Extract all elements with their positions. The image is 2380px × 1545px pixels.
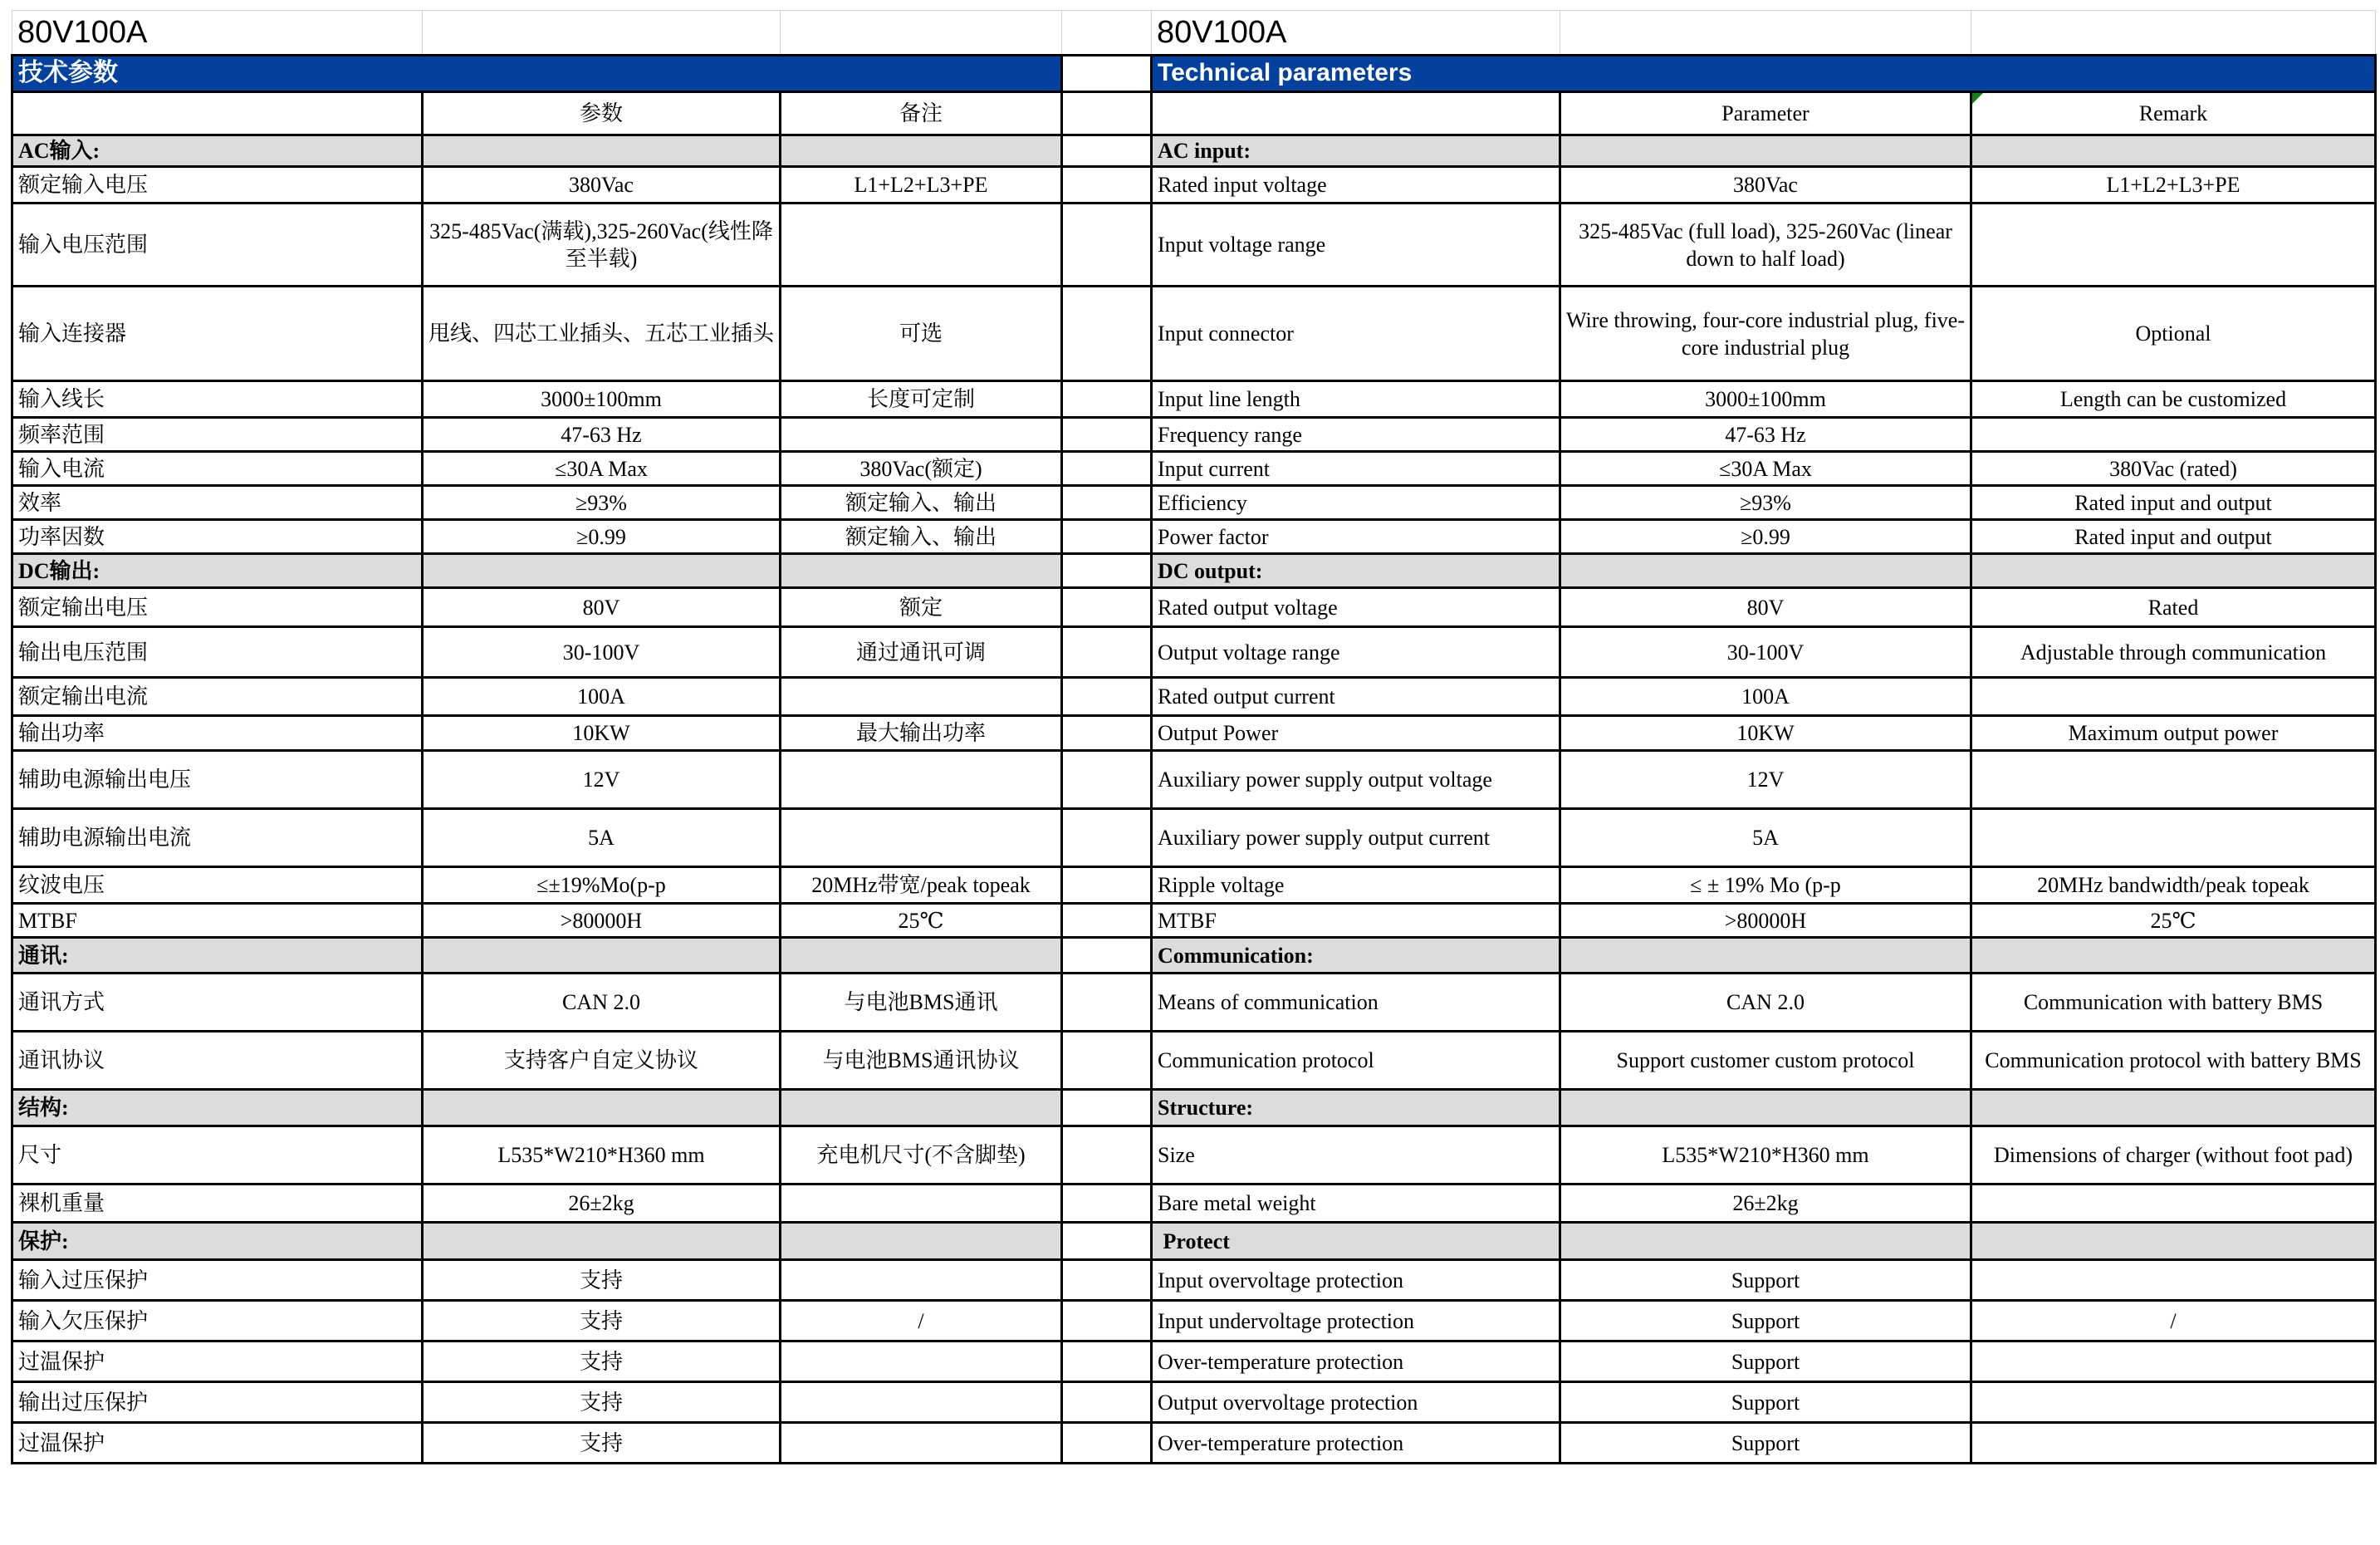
- cell-right-param[interactable]: CAN 2.0: [1560, 974, 1971, 1032]
- section-row: [12, 554, 2376, 588]
- right-sheet-title-cell[interactable]: [1152, 11, 1560, 56]
- cell-right-remark[interactable]: L1+L2+L3+PE: [1971, 167, 2376, 204]
- section-right-param[interactable]: [1560, 554, 1971, 588]
- sheet-gap-cell: [1062, 1423, 1152, 1464]
- cell-right-label[interactable]: MTBF: [1152, 904, 1560, 938]
- section-row: [12, 135, 2376, 167]
- section-left-label[interactable]: 通讯:: [12, 938, 423, 974]
- cell-right-param[interactable]: ≤ ± 19% Mo (p-p: [1560, 867, 1971, 904]
- cell-right-label[interactable]: Efficiency: [1152, 486, 1560, 520]
- sheet-gap-cell: [1062, 92, 1152, 135]
- cell-left-label[interactable]: 纹波电压: [12, 867, 423, 904]
- section-left-remark[interactable]: [781, 1223, 1062, 1260]
- cell-left-label[interactable]: MTBF: [12, 904, 423, 938]
- cell-right-param[interactable]: Support: [1560, 1260, 1971, 1301]
- sheet-gap-cell: [1062, 167, 1152, 204]
- section-right-param[interactable]: [1560, 135, 1971, 167]
- cell-left-remark[interactable]: [781, 1184, 1062, 1223]
- cell-left-param[interactable]: 100A: [423, 678, 781, 716]
- cell-right-remark[interactable]: Optional: [1971, 287, 2376, 381]
- sheet-gap-cell: [1062, 751, 1152, 809]
- cell-right-remark[interactable]: 380Vac (rated): [1971, 452, 2376, 486]
- section-left-label[interactable]: 结构:: [12, 1090, 423, 1126]
- sheet-gap-cell: [1062, 1090, 1152, 1126]
- cell-left-label[interactable]: 效率: [12, 486, 423, 520]
- cell-left-remark[interactable]: 可选: [781, 287, 1062, 381]
- table-row: [12, 867, 2376, 904]
- cell-left-remark[interactable]: [781, 809, 1062, 867]
- cell-right-param[interactable]: 380Vac: [1560, 167, 1971, 204]
- cell-right-remark[interactable]: Rated input and output: [1971, 520, 2376, 554]
- left-colhead-empty[interactable]: [12, 92, 423, 135]
- sheet-gap-cell: [1062, 938, 1152, 974]
- cell-left-label[interactable]: 通讯协议: [12, 1032, 423, 1090]
- cell-left-label[interactable]: 额定输入电压: [12, 167, 423, 204]
- cell-right-remark[interactable]: Adjustable through communication: [1971, 627, 2376, 678]
- cell-left-label[interactable]: 输入欠压保护: [12, 1301, 423, 1341]
- cell-right-param[interactable]: 80V: [1560, 588, 1971, 627]
- cell-right-remark[interactable]: [1971, 1260, 2376, 1301]
- cell-left-remark[interactable]: 额定: [781, 588, 1062, 627]
- cell-left-label[interactable]: 辅助电源输出电流: [12, 809, 423, 867]
- cell-left-remark[interactable]: [781, 418, 1062, 452]
- section-right-remark[interactable]: [1971, 938, 2376, 974]
- cell-left-remark[interactable]: 最大输出功率: [781, 716, 1062, 751]
- title-row-filler[interactable]: [423, 11, 781, 56]
- sheet-gap-cell: [1062, 486, 1152, 520]
- parameters-table: [11, 10, 2377, 1464]
- table-row: [12, 1260, 2376, 1301]
- section-left-param[interactable]: [423, 1090, 781, 1126]
- cell-right-label[interactable]: Bare metal weight: [1152, 1184, 1560, 1223]
- section-left-param[interactable]: [423, 554, 781, 588]
- cell-right-remark[interactable]: [1971, 1382, 2376, 1423]
- table-row: [12, 809, 2376, 867]
- cell-left-remark[interactable]: 长度可定制: [781, 381, 1062, 418]
- cell-left-param[interactable]: >80000H: [423, 904, 781, 938]
- section-left-param[interactable]: [423, 938, 781, 974]
- cell-left-label[interactable]: 尺寸: [12, 1126, 423, 1184]
- section-row: [12, 1223, 2376, 1260]
- table-row: [12, 716, 2376, 751]
- cell-right-label[interactable]: Input line length: [1152, 381, 1560, 418]
- cell-right-remark[interactable]: Communication with battery BMS: [1971, 974, 2376, 1032]
- cell-right-label[interactable]: Auxiliary power supply output voltage: [1152, 751, 1560, 809]
- table-row: [12, 452, 2376, 486]
- table-row: [12, 204, 2376, 287]
- section-left-remark[interactable]: [781, 1090, 1062, 1126]
- cell-right-param[interactable]: ≥93%: [1560, 486, 1971, 520]
- cell-left-param[interactable]: 380Vac: [423, 167, 781, 204]
- section-right-label[interactable]: Communication:: [1152, 938, 1560, 974]
- cell-right-remark[interactable]: [1971, 751, 2376, 809]
- cell-right-param[interactable]: ≤30A Max: [1560, 452, 1971, 486]
- cell-right-param[interactable]: 12V: [1560, 751, 1971, 809]
- sheet-gap-cell: [1062, 627, 1152, 678]
- sheet-gap-cell: [1062, 1184, 1152, 1223]
- cell-left-remark[interactable]: 与电池BMS通讯: [781, 974, 1062, 1032]
- cell-right-remark[interactable]: [1971, 809, 2376, 867]
- section-left-remark[interactable]: [781, 938, 1062, 974]
- cell-left-remark[interactable]: [781, 1423, 1062, 1464]
- cell-right-label[interactable]: Rated output voltage: [1152, 588, 1560, 627]
- cell-left-param[interactable]: 30-100V: [423, 627, 781, 678]
- sheet-gap-cell: [1062, 1382, 1152, 1423]
- cell-right-label[interactable]: Input voltage range: [1152, 204, 1560, 287]
- cell-right-label[interactable]: Output voltage range: [1152, 627, 1560, 678]
- cell-left-label[interactable]: 裸机重量: [12, 1184, 423, 1223]
- left-colhead-remark[interactable]: 备注: [781, 92, 1062, 135]
- sheet-gap-cell: [1062, 1260, 1152, 1301]
- cell-right-remark[interactable]: 25℃: [1971, 904, 2376, 938]
- cell-right-label[interactable]: Frequency range: [1152, 418, 1560, 452]
- left-colhead-param[interactable]: 参数: [423, 92, 781, 135]
- cell-right-remark[interactable]: Rated: [1971, 588, 2376, 627]
- sheet-gap-cell: [1062, 11, 1152, 56]
- cell-right-label[interactable]: Output Power: [1152, 716, 1560, 751]
- cell-right-param[interactable]: Support: [1560, 1382, 1971, 1423]
- cell-right-remark[interactable]: /: [1971, 1301, 2376, 1341]
- cell-left-param[interactable]: 支持: [423, 1382, 781, 1423]
- cell-right-param[interactable]: 3000±100mm: [1560, 381, 1971, 418]
- cell-left-remark[interactable]: [781, 1382, 1062, 1423]
- cell-right-remark[interactable]: [1971, 678, 2376, 716]
- cell-right-param[interactable]: L535*W210*H360 mm: [1560, 1126, 1971, 1184]
- cell-right-label[interactable]: Means of communication: [1152, 974, 1560, 1032]
- cell-right-label[interactable]: Rated input voltage: [1152, 167, 1560, 204]
- cell-left-param[interactable]: 支持: [423, 1341, 781, 1382]
- sheet-gap-cell: [1062, 974, 1152, 1032]
- sheet-gap-cell: [1062, 1126, 1152, 1184]
- cell-right-label[interactable]: Power factor: [1152, 520, 1560, 554]
- cell-left-label[interactable]: 输入线长: [12, 381, 423, 418]
- cell-left-param[interactable]: 5A: [423, 809, 781, 867]
- table-row: [12, 287, 2376, 381]
- cell-left-remark[interactable]: 额定输入、输出: [781, 520, 1062, 554]
- section-left-param[interactable]: [423, 1223, 781, 1260]
- cell-left-label[interactable]: 额定输出电压: [12, 588, 423, 627]
- cell-left-label[interactable]: 过温保护: [12, 1423, 423, 1464]
- cell-left-label[interactable]: 功率因数: [12, 520, 423, 554]
- cell-right-label[interactable]: Output overvoltage protection: [1152, 1382, 1560, 1423]
- cell-left-label[interactable]: 通讯方式: [12, 974, 423, 1032]
- cell-left-param[interactable]: ≥93%: [423, 486, 781, 520]
- cell-right-param[interactable]: 30-100V: [1560, 627, 1971, 678]
- section-right-label[interactable]: AC input:: [1152, 135, 1560, 167]
- cell-right-label[interactable]: Input current: [1152, 452, 1560, 486]
- cell-right-param[interactable]: Wire throwing, four-core industrial plug, five-core industrial plug: [1560, 287, 1971, 381]
- cell-left-param[interactable]: 12V: [423, 751, 781, 809]
- right-colhead-remark-label: Remark: [2138, 101, 2208, 125]
- cell-left-param[interactable]: 甩线、四芯工业插头、五芯工业插头: [423, 287, 781, 381]
- section-right-remark[interactable]: [1971, 135, 2376, 167]
- cell-left-remark[interactable]: 与电池BMS通讯协议: [781, 1032, 1062, 1090]
- cell-right-param[interactable]: ≥0.99: [1560, 520, 1971, 554]
- right-colhead-empty[interactable]: [1152, 92, 1560, 135]
- sheet-gap-cell: [1062, 1032, 1152, 1090]
- sheet-gap-cell: [1062, 1341, 1152, 1382]
- cell-right-param[interactable]: 10KW: [1560, 716, 1971, 751]
- sheet-gap-cell: [1062, 418, 1152, 452]
- table-row: [12, 751, 2376, 809]
- cell-left-remark[interactable]: [781, 751, 1062, 809]
- cell-right-label[interactable]: Auxiliary power supply output current: [1152, 809, 1560, 867]
- cell-right-param[interactable]: 325-485Vac (full load), 325-260Vac (linear down to half load): [1560, 204, 1971, 287]
- cell-left-param[interactable]: 支持: [423, 1260, 781, 1301]
- cell-left-remark[interactable]: 380Vac(额定): [781, 452, 1062, 486]
- cell-right-param[interactable]: 26±2kg: [1560, 1184, 1971, 1223]
- cell-right-remark[interactable]: [1971, 1341, 2376, 1382]
- title-row-filler[interactable]: [1971, 11, 2376, 56]
- left-sheet-title: 80V100A: [17, 14, 148, 50]
- sheet-gap-cell: [1062, 135, 1152, 167]
- cell-right-label[interactable]: Communication protocol: [1152, 1032, 1560, 1090]
- cell-left-param[interactable]: 47-63 Hz: [423, 418, 781, 452]
- sheet-gap-cell: [1062, 554, 1152, 588]
- cell-left-label[interactable]: 输入电压范围: [12, 204, 423, 287]
- section-right-param[interactable]: [1560, 938, 1971, 974]
- table-row: [12, 1032, 2376, 1090]
- cell-left-param[interactable]: L535*W210*H360 mm: [423, 1126, 781, 1184]
- cell-left-label[interactable]: 输入过压保护: [12, 1260, 423, 1301]
- cell-left-remark[interactable]: [781, 1260, 1062, 1301]
- cell-left-label[interactable]: 辅助电源输出电压: [12, 751, 423, 809]
- section-left-label[interactable]: 保护:: [12, 1223, 423, 1260]
- sheet-gap-cell: [1062, 56, 1152, 92]
- section-right-label[interactable]: DC output:: [1152, 554, 1560, 588]
- right-table-header-bar[interactable]: Technical parameters: [1152, 56, 2376, 92]
- sheet-gap-cell: [1062, 809, 1152, 867]
- table-row: [12, 627, 2376, 678]
- section-left-remark[interactable]: [781, 135, 1062, 167]
- cell-right-remark[interactable]: Dimensions of charger (without foot pad): [1971, 1126, 2376, 1184]
- cell-right-label[interactable]: Input overvoltage protection: [1152, 1260, 1560, 1301]
- cell-right-param[interactable]: 47-63 Hz: [1560, 418, 1971, 452]
- table-row: [12, 1423, 2376, 1464]
- cell-right-label[interactable]: Input undervoltage protection: [1152, 1301, 1560, 1341]
- sheet-gap-cell: [1062, 204, 1152, 287]
- cell-left-param[interactable]: ≤±19%Mo(p-p: [423, 867, 781, 904]
- sheet-gap-cell: [1062, 716, 1152, 751]
- section-left-remark[interactable]: [781, 554, 1062, 588]
- cell-left-param[interactable]: 支持: [423, 1423, 781, 1464]
- cell-left-remark[interactable]: 20MHz带宽/peak topeak: [781, 867, 1062, 904]
- cell-right-label[interactable]: Rated output current: [1152, 678, 1560, 716]
- cell-right-param[interactable]: Support: [1560, 1301, 1971, 1341]
- sheet-gap-cell: [1062, 520, 1152, 554]
- cell-left-param[interactable]: 3000±100mm: [423, 381, 781, 418]
- sheet-gap-cell: [1062, 1223, 1152, 1260]
- cell-right-remark[interactable]: Rated input and output: [1971, 486, 2376, 520]
- cell-left-param[interactable]: 26±2kg: [423, 1184, 781, 1223]
- table-row: [12, 1126, 2376, 1184]
- cell-left-param[interactable]: 325-485Vac(满载),325-260Vac(线性降至半载): [423, 204, 781, 287]
- cell-left-param[interactable]: ≤30A Max: [423, 452, 781, 486]
- cell-right-param[interactable]: Support customer custom protocol: [1560, 1032, 1971, 1090]
- cell-left-remark[interactable]: 25℃: [781, 904, 1062, 938]
- cell-right-remark[interactable]: [1971, 418, 2376, 452]
- table-row: [12, 1184, 2376, 1223]
- cell-left-remark[interactable]: 充电机尺寸(不含脚垫): [781, 1126, 1062, 1184]
- section-left-param[interactable]: [423, 135, 781, 167]
- table-row: [12, 974, 2376, 1032]
- sheet-gap-cell: [1062, 381, 1152, 418]
- table-row: [12, 167, 2376, 204]
- sheet-gap-cell: [1062, 452, 1152, 486]
- cell-left-remark[interactable]: /: [781, 1301, 1062, 1341]
- section-right-label[interactable]: Structure:: [1152, 1090, 1560, 1126]
- cell-left-param[interactable]: CAN 2.0: [423, 974, 781, 1032]
- right-colhead-param[interactable]: Parameter: [1560, 92, 1971, 135]
- cell-left-label[interactable]: 输出过压保护: [12, 1382, 423, 1423]
- table-row: [12, 1382, 2376, 1423]
- cell-right-remark[interactable]: Length can be customized: [1971, 381, 2376, 418]
- cell-left-label[interactable]: 输入连接器: [12, 287, 423, 381]
- table-row: [12, 486, 2376, 520]
- cell-note-flag-icon: [1972, 93, 1983, 104]
- section-row: [12, 1090, 2376, 1126]
- table-row: [12, 678, 2376, 716]
- cell-left-label[interactable]: 输入电流: [12, 452, 423, 486]
- table-row: [12, 1341, 2376, 1382]
- cell-left-remark[interactable]: 通过通讯可调: [781, 627, 1062, 678]
- title-row-filler[interactable]: [781, 11, 1062, 56]
- cell-left-label[interactable]: 额定输出电流: [12, 678, 423, 716]
- table-row: [12, 1301, 2376, 1341]
- section-left-label[interactable]: DC输出:: [12, 554, 423, 588]
- sheet-gap-cell: [1062, 1301, 1152, 1341]
- cell-left-param[interactable]: ≥0.99: [423, 520, 781, 554]
- sheet-gap-cell: [1062, 588, 1152, 627]
- section-right-param[interactable]: [1560, 1090, 1971, 1126]
- section-right-param[interactable]: [1560, 1223, 1971, 1260]
- section-left-label[interactable]: AC输入:: [12, 135, 423, 167]
- cell-right-label[interactable]: Ripple voltage: [1152, 867, 1560, 904]
- cell-left-label[interactable]: 输出电压范围: [12, 627, 423, 678]
- section-row: [12, 938, 2376, 974]
- cell-left-label[interactable]: 频率范围: [12, 418, 423, 452]
- cell-left-remark[interactable]: [781, 1341, 1062, 1382]
- cell-left-param[interactable]: 10KW: [423, 716, 781, 751]
- table-row: [12, 418, 2376, 452]
- cell-right-param[interactable]: >80000H: [1560, 904, 1971, 938]
- right-colhead-remark[interactable]: [1971, 92, 2376, 135]
- section-right-remark[interactable]: [1971, 1223, 2376, 1260]
- section-right-remark[interactable]: [1971, 554, 2376, 588]
- cell-right-remark[interactable]: Communication protocol with battery BMS: [1971, 1032, 2376, 1090]
- cell-right-label[interactable]: Input connector: [1152, 287, 1560, 381]
- cell-right-remark[interactable]: [1971, 204, 2376, 287]
- sheet-gap-cell: [1062, 904, 1152, 938]
- right-sheet-title: 80V100A: [1157, 14, 1287, 50]
- cell-right-param[interactable]: 5A: [1560, 809, 1971, 867]
- left-sheet-title-cell[interactable]: [12, 11, 423, 56]
- cell-left-label[interactable]: 过温保护: [12, 1341, 423, 1382]
- cell-right-remark[interactable]: [1971, 1423, 2376, 1464]
- table-row: [12, 588, 2376, 627]
- sheet-gap-cell: [1062, 678, 1152, 716]
- cell-left-remark[interactable]: 额定输入、输出: [781, 486, 1062, 520]
- cell-right-param[interactable]: Support: [1560, 1341, 1971, 1382]
- cell-right-param[interactable]: 100A: [1560, 678, 1971, 716]
- section-right-label[interactable]: Protect: [1152, 1223, 1560, 1260]
- cell-right-remark[interactable]: [1971, 1184, 2376, 1223]
- cell-left-label[interactable]: 输出功率: [12, 716, 423, 751]
- cell-left-param[interactable]: 支持: [423, 1301, 781, 1341]
- cell-left-param[interactable]: 支持客户自定义协议: [423, 1032, 781, 1090]
- table-row: [12, 381, 2376, 418]
- cell-left-remark[interactable]: [781, 204, 1062, 287]
- cell-right-remark[interactable]: 20MHz bandwidth/peak topeak: [1971, 867, 2376, 904]
- cell-left-remark[interactable]: [781, 678, 1062, 716]
- cell-right-label[interactable]: Over-temperature protection: [1152, 1341, 1560, 1382]
- cell-right-label[interactable]: Size: [1152, 1126, 1560, 1184]
- table-row: [12, 520, 2376, 554]
- left-table-header-bar[interactable]: 技术参数: [12, 56, 1062, 92]
- section-right-remark[interactable]: [1971, 1090, 2376, 1126]
- sheet-gap-cell: [1062, 867, 1152, 904]
- table-row: [12, 904, 2376, 938]
- cell-right-remark[interactable]: Maximum output power: [1971, 716, 2376, 751]
- cell-left-remark[interactable]: L1+L2+L3+PE: [781, 167, 1062, 204]
- cell-right-param[interactable]: Support: [1560, 1423, 1971, 1464]
- cell-left-param[interactable]: 80V: [423, 588, 781, 627]
- title-row-filler[interactable]: [1560, 11, 1971, 56]
- cell-right-label[interactable]: Over-temperature protection: [1152, 1423, 1560, 1464]
- sheet-gap-cell: [1062, 287, 1152, 381]
